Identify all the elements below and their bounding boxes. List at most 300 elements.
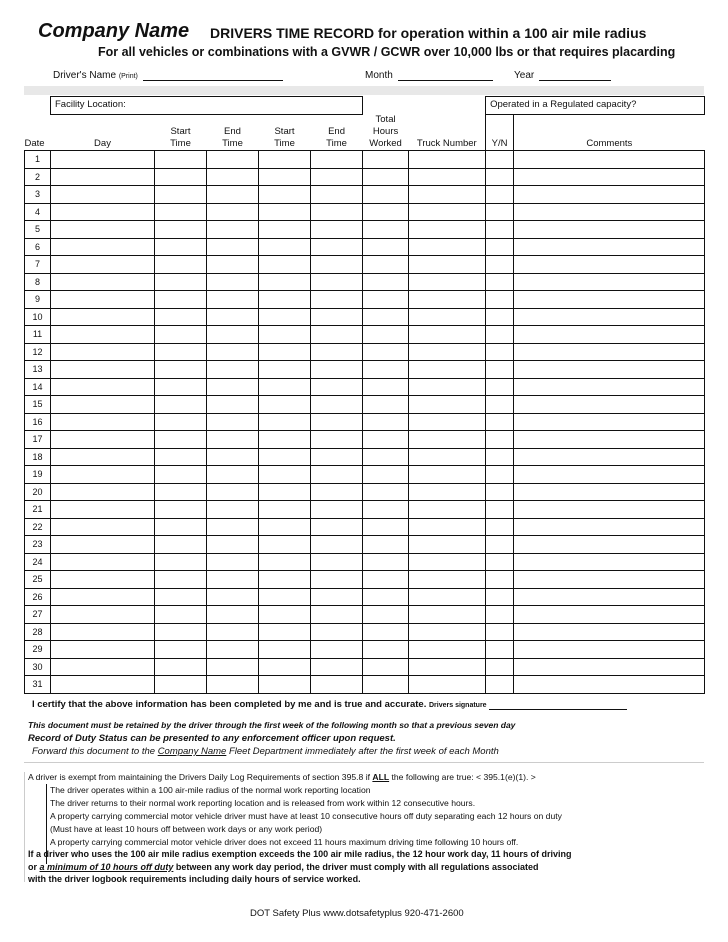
row-date-number: 26 [25,588,51,606]
cell-end-time-2[interactable] [311,361,363,379]
cell-total-hours[interactable] [363,431,409,449]
cell-day[interactable] [51,588,155,606]
cell-truck-number[interactable] [409,378,486,396]
cell-truck-number[interactable] [409,343,486,361]
cell-yn[interactable] [486,483,514,501]
cell-truck-number[interactable] [409,396,486,414]
cell-end-time-2[interactable] [311,553,363,571]
cell-start-time-1[interactable] [155,203,207,221]
cell-yn[interactable] [486,676,514,694]
cell-yn[interactable] [486,203,514,221]
cell-yn[interactable] [486,343,514,361]
cell-comments[interactable] [514,518,705,536]
cell-end-time-1[interactable] [207,361,259,379]
cell-yn[interactable] [486,536,514,554]
cell-start-time-2[interactable] [259,343,311,361]
cell-day[interactable] [51,291,155,309]
cell-end-time-2[interactable] [311,326,363,344]
cell-total-hours[interactable] [363,291,409,309]
cell-truck-number[interactable] [409,413,486,431]
cell-comments[interactable] [514,483,705,501]
table-row [25,466,705,484]
cell-start-time-2[interactable] [259,413,311,431]
cell-total-hours[interactable] [363,168,409,186]
cell-day[interactable] [51,308,155,326]
cell-day[interactable] [51,203,155,221]
cell-truck-number[interactable] [409,431,486,449]
cell-total-hours[interactable] [363,571,409,589]
cell-start-time-1[interactable] [155,501,207,519]
cell-total-hours[interactable] [363,606,409,624]
cell-start-time-1[interactable] [155,361,207,379]
cell-day[interactable] [51,273,155,291]
cell-yn[interactable] [486,606,514,624]
cell-end-time-2[interactable] [311,536,363,554]
cell-day[interactable] [51,431,155,449]
cell-end-time-2[interactable] [311,431,363,449]
cell-yn[interactable] [486,326,514,344]
cell-start-time-2[interactable] [259,501,311,519]
table-row [25,518,705,536]
cell-truck-number[interactable] [409,273,486,291]
cell-truck-number[interactable] [409,291,486,309]
cell-truck-number[interactable] [409,518,486,536]
cell-end-time-2[interactable] [311,151,363,169]
cell-day[interactable] [51,448,155,466]
cell-end-time-1[interactable] [207,221,259,239]
cell-yn[interactable] [486,448,514,466]
cell-start-time-2[interactable] [259,256,311,274]
cell-start-time-2[interactable] [259,308,311,326]
cell-yn[interactable] [486,641,514,659]
cell-total-hours[interactable] [363,536,409,554]
cell-end-time-1[interactable] [207,151,259,169]
cell-total-hours[interactable] [363,186,409,204]
cell-end-time-1[interactable] [207,378,259,396]
cell-end-time-2[interactable] [311,378,363,396]
cell-end-time-1[interactable] [207,238,259,256]
cell-start-time-1[interactable] [155,641,207,659]
cell-total-hours[interactable] [363,203,409,221]
cell-yn[interactable] [486,413,514,431]
cell-total-hours[interactable] [363,658,409,676]
cell-yn[interactable] [486,518,514,536]
cell-truck-number[interactable] [409,676,486,694]
cell-start-time-2[interactable] [259,483,311,501]
cell-start-time-1[interactable] [155,273,207,291]
cell-truck-number[interactable] [409,466,486,484]
cell-day[interactable] [51,378,155,396]
cell-end-time-2[interactable] [311,396,363,414]
cell-total-hours[interactable] [363,483,409,501]
cell-start-time-2[interactable] [259,203,311,221]
cell-total-hours[interactable] [363,221,409,239]
cell-day[interactable] [51,658,155,676]
cell-truck-number[interactable] [409,571,486,589]
cell-yn[interactable] [486,273,514,291]
cell-total-hours[interactable] [363,378,409,396]
cell-start-time-2[interactable] [259,378,311,396]
cell-truck-number[interactable] [409,326,486,344]
cell-end-time-2[interactable] [311,483,363,501]
cell-comments[interactable] [514,203,705,221]
cell-start-time-2[interactable] [259,168,311,186]
cell-start-time-2[interactable] [259,536,311,554]
cell-end-time-2[interactable] [311,571,363,589]
cell-total-hours[interactable] [363,501,409,519]
year-field[interactable] [514,70,611,81]
cell-total-hours[interactable] [363,308,409,326]
cell-end-time-2[interactable] [311,221,363,239]
cell-day[interactable] [51,606,155,624]
cell-end-time-2[interactable] [311,623,363,641]
cell-total-hours[interactable] [363,623,409,641]
cell-end-time-2[interactable] [311,588,363,606]
cell-truck-number[interactable] [409,588,486,606]
cell-truck-number[interactable] [409,658,486,676]
cell-start-time-2[interactable] [259,641,311,659]
cell-yn[interactable] [486,501,514,519]
table-row [25,361,705,379]
cell-end-time-2[interactable] [311,606,363,624]
cell-start-time-1[interactable] [155,571,207,589]
cell-start-time-2[interactable] [259,606,311,624]
cell-start-time-1[interactable] [155,658,207,676]
cell-comments[interactable] [514,588,705,606]
cell-comments[interactable] [514,448,705,466]
table-row [25,396,705,414]
cell-total-hours[interactable] [363,553,409,571]
cell-comments[interactable] [514,641,705,659]
cell-truck-number[interactable] [409,623,486,641]
cell-day[interactable] [51,413,155,431]
cell-truck-number[interactable] [409,641,486,659]
cell-end-time-1[interactable] [207,273,259,291]
cell-start-time-2[interactable] [259,291,311,309]
cell-start-time-1[interactable] [155,326,207,344]
cell-truck-number[interactable] [409,221,486,239]
row-date-number: 21 [25,501,51,519]
cell-end-time-2[interactable] [311,448,363,466]
cell-day[interactable] [51,536,155,554]
cell-end-time-2[interactable] [311,168,363,186]
cell-total-hours[interactable] [363,413,409,431]
cell-day[interactable] [51,326,155,344]
cell-start-time-1[interactable] [155,588,207,606]
cell-start-time-2[interactable] [259,623,311,641]
row-date-number: 24 [25,553,51,571]
cell-yn[interactable] [486,588,514,606]
cell-end-time-1[interactable] [207,571,259,589]
cell-start-time-1[interactable] [155,448,207,466]
cell-comments[interactable] [514,361,705,379]
cell-comments[interactable] [514,466,705,484]
cell-total-hours[interactable] [363,361,409,379]
cell-start-time-1[interactable] [155,221,207,239]
cell-yn[interactable] [486,308,514,326]
cell-day[interactable] [51,168,155,186]
cell-start-time-2[interactable] [259,658,311,676]
cell-end-time-1[interactable] [207,676,259,694]
cell-start-time-2[interactable] [259,431,311,449]
month-field[interactable] [365,70,493,81]
cell-comments[interactable] [514,308,705,326]
cell-day[interactable] [51,221,155,239]
cell-end-time-1[interactable] [207,658,259,676]
cell-yn[interactable] [486,623,514,641]
cell-start-time-1[interactable] [155,606,207,624]
cell-end-time-2[interactable] [311,641,363,659]
signature-line[interactable] [489,700,627,710]
cell-end-time-1[interactable] [207,308,259,326]
cell-comments[interactable] [514,168,705,186]
cell-end-time-2[interactable] [311,238,363,256]
cell-day[interactable] [51,256,155,274]
row-date-number: 12 [25,343,51,361]
cell-comments[interactable] [514,186,705,204]
cell-start-time-1[interactable] [155,378,207,396]
cell-end-time-1[interactable] [207,501,259,519]
cell-total-hours[interactable] [363,676,409,694]
cell-day[interactable] [51,571,155,589]
cell-end-time-2[interactable] [311,466,363,484]
cell-start-time-1[interactable] [155,151,207,169]
cell-truck-number[interactable] [409,186,486,204]
cell-comments[interactable] [514,658,705,676]
cell-end-time-1[interactable] [207,588,259,606]
cell-day[interactable] [51,518,155,536]
cell-truck-number[interactable] [409,448,486,466]
cell-truck-number[interactable] [409,606,486,624]
cell-end-time-1[interactable] [207,483,259,501]
month-line[interactable] [398,70,493,81]
cell-comments[interactable] [514,238,705,256]
cell-yn[interactable] [486,431,514,449]
cell-end-time-2[interactable] [311,413,363,431]
cell-start-time-1[interactable] [155,186,207,204]
cell-day[interactable] [51,466,155,484]
cell-end-time-1[interactable] [207,291,259,309]
cell-truck-number[interactable] [409,308,486,326]
cell-day[interactable] [51,641,155,659]
year-label: Year [514,70,535,81]
cell-comments[interactable] [514,256,705,274]
cell-start-time-1[interactable] [155,553,207,571]
cell-comments[interactable] [514,291,705,309]
cell-end-time-1[interactable] [207,553,259,571]
cell-day[interactable] [51,483,155,501]
cell-start-time-1[interactable] [155,466,207,484]
cell-start-time-2[interactable] [259,221,311,239]
year-line[interactable] [539,70,611,81]
cell-end-time-1[interactable] [207,606,259,624]
cell-yn[interactable] [486,571,514,589]
cell-start-time-2[interactable] [259,448,311,466]
header-band [24,86,704,95]
cell-end-time-2[interactable] [311,203,363,221]
cell-truck-number[interactable] [409,203,486,221]
cell-start-time-2[interactable] [259,466,311,484]
cell-start-time-1[interactable] [155,623,207,641]
cell-end-time-1[interactable] [207,518,259,536]
cell-end-time-1[interactable] [207,431,259,449]
cell-day[interactable] [51,396,155,414]
cell-yn[interactable] [486,466,514,484]
cell-truck-number[interactable] [409,501,486,519]
drivers-name-field[interactable] [53,70,283,81]
cell-end-time-1[interactable] [207,413,259,431]
cell-day[interactable] [51,361,155,379]
cell-end-time-2[interactable] [311,343,363,361]
cell-truck-number[interactable] [409,151,486,169]
cell-start-time-1[interactable] [155,676,207,694]
cell-comments[interactable] [514,396,705,414]
cell-end-time-2[interactable] [311,186,363,204]
cell-end-time-1[interactable] [207,343,259,361]
row-date-number: 19 [25,466,51,484]
cell-comments[interactable] [514,378,705,396]
cell-total-hours[interactable] [363,518,409,536]
cell-comments[interactable] [514,553,705,571]
cell-truck-number[interactable] [409,168,486,186]
footer-contact: DOT Safety Plus www.dotsafetyplus 920-471-2600 [250,908,464,919]
cell-comments[interactable] [514,623,705,641]
cell-start-time-2[interactable] [259,361,311,379]
cell-day[interactable] [51,501,155,519]
cell-end-time-1[interactable] [207,466,259,484]
cell-end-time-1[interactable] [207,186,259,204]
cell-start-time-1[interactable] [155,291,207,309]
cell-day[interactable] [51,151,155,169]
cell-end-time-1[interactable] [207,536,259,554]
cell-start-time-1[interactable] [155,518,207,536]
cell-truck-number[interactable] [409,361,486,379]
cell-end-time-1[interactable] [207,326,259,344]
cell-start-time-1[interactable] [155,396,207,414]
cell-start-time-2[interactable] [259,151,311,169]
cell-total-hours[interactable] [363,273,409,291]
cell-comments[interactable] [514,431,705,449]
cell-start-time-2[interactable] [259,273,311,291]
cell-end-time-1[interactable] [207,203,259,221]
cell-yn[interactable] [486,361,514,379]
cell-start-time-1[interactable] [155,343,207,361]
cell-day[interactable] [51,186,155,204]
cell-truck-number[interactable] [409,483,486,501]
cell-total-hours[interactable] [363,448,409,466]
cell-comments[interactable] [514,571,705,589]
cell-yn[interactable] [486,378,514,396]
cell-end-time-2[interactable] [311,291,363,309]
cell-start-time-2[interactable] [259,186,311,204]
cell-comments[interactable] [514,151,705,169]
cell-truck-number[interactable] [409,553,486,571]
cell-end-time-2[interactable] [311,273,363,291]
cell-start-time-2[interactable] [259,676,311,694]
cell-total-hours[interactable] [363,326,409,344]
cell-total-hours[interactable] [363,343,409,361]
cell-start-time-1[interactable] [155,308,207,326]
cell-comments[interactable] [514,606,705,624]
cell-yn[interactable] [486,238,514,256]
cell-total-hours[interactable] [363,151,409,169]
cell-day[interactable] [51,238,155,256]
cell-yn[interactable] [486,168,514,186]
cell-yn[interactable] [486,256,514,274]
cell-day[interactable] [51,623,155,641]
cell-total-hours[interactable] [363,588,409,606]
cell-end-time-2[interactable] [311,308,363,326]
cell-total-hours[interactable] [363,466,409,484]
cell-total-hours[interactable] [363,641,409,659]
cell-truck-number[interactable] [409,536,486,554]
cell-start-time-2[interactable] [259,571,311,589]
cell-start-time-1[interactable] [155,536,207,554]
cell-yn[interactable] [486,291,514,309]
cell-comments[interactable] [514,676,705,694]
cell-comments[interactable] [514,501,705,519]
cell-comments[interactable] [514,273,705,291]
cell-start-time-2[interactable] [259,518,311,536]
cell-end-time-1[interactable] [207,256,259,274]
cell-total-hours[interactable] [363,396,409,414]
cell-end-time-1[interactable] [207,168,259,186]
cell-yn[interactable] [486,186,514,204]
cell-comments[interactable] [514,221,705,239]
cell-start-time-2[interactable] [259,326,311,344]
cell-end-time-2[interactable] [311,676,363,694]
cell-start-time-2[interactable] [259,396,311,414]
cell-start-time-1[interactable] [155,238,207,256]
cell-day[interactable] [51,553,155,571]
cell-yn[interactable] [486,221,514,239]
cell-start-time-2[interactable] [259,588,311,606]
cell-start-time-1[interactable] [155,483,207,501]
cell-comments[interactable] [514,413,705,431]
cell-start-time-1[interactable] [155,256,207,274]
cell-day[interactable] [51,343,155,361]
cell-day[interactable] [51,676,155,694]
cell-end-time-2[interactable] [311,658,363,676]
company-name: Company Name [38,20,190,42]
cell-end-time-1[interactable] [207,396,259,414]
cell-truck-number[interactable] [409,256,486,274]
cell-comments[interactable] [514,536,705,554]
cell-yn[interactable] [486,151,514,169]
cell-truck-number[interactable] [409,238,486,256]
cell-end-time-2[interactable] [311,256,363,274]
cell-total-hours[interactable] [363,238,409,256]
drivers-name-line[interactable] [143,70,283,81]
cell-end-time-2[interactable] [311,501,363,519]
cell-yn[interactable] [486,396,514,414]
cell-start-time-1[interactable] [155,413,207,431]
cell-total-hours[interactable] [363,256,409,274]
cell-end-time-1[interactable] [207,448,259,466]
cell-end-time-1[interactable] [207,623,259,641]
cell-start-time-1[interactable] [155,431,207,449]
cell-comments[interactable] [514,343,705,361]
cell-yn[interactable] [486,553,514,571]
cell-comments[interactable] [514,326,705,344]
cell-end-time-1[interactable] [207,641,259,659]
cell-start-time-2[interactable] [259,238,311,256]
cell-start-time-1[interactable] [155,168,207,186]
cell-yn[interactable] [486,658,514,676]
cell-end-time-2[interactable] [311,518,363,536]
col-yn: Y/N [486,114,514,151]
cell-start-time-2[interactable] [259,553,311,571]
